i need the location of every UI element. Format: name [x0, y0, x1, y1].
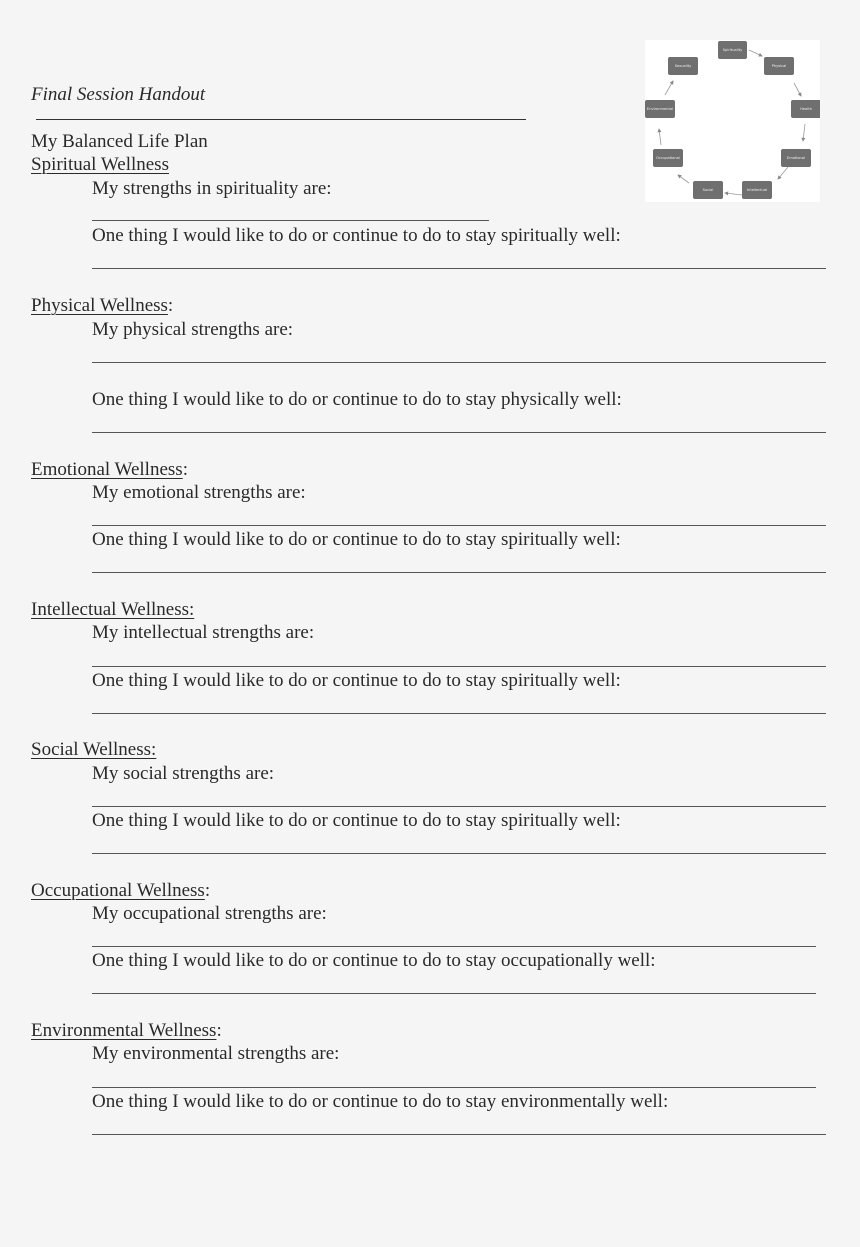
diagram-label: Sexuality: [674, 64, 692, 68]
diagram-label: Social: [702, 188, 714, 192]
diagram-label: Occupational: [656, 156, 680, 160]
goal-answer-line-spiritual[interactable]: [92, 268, 826, 269]
strengths-prompt-physical: My physical strengths are:: [92, 319, 294, 340]
wellness-wheel-diagram: [645, 40, 820, 202]
goal-answer-line-occupational[interactable]: [92, 993, 816, 994]
strengths-prompt-environmental: My environmental strengths are:: [92, 1043, 340, 1064]
goal-prompt-physical: One thing I would like to do or continue to do to stay physically well:: [92, 389, 622, 410]
diagram-label: Physical: [771, 64, 787, 68]
section-heading-physical: Physical Wellness:: [31, 295, 174, 316]
strengths-answer-line-social[interactable]: [92, 806, 826, 807]
strengths-answer-line-intellectual[interactable]: [92, 666, 826, 667]
diagram-label: Spirituality: [722, 48, 743, 52]
section-heading-environmental: Environmental Wellness:: [31, 1020, 222, 1041]
strengths-prompt-emotional: My emotional strengths are:: [92, 482, 306, 503]
goal-answer-line-physical[interactable]: [92, 432, 826, 433]
goal-answer-line-social[interactable]: [92, 853, 826, 854]
strengths-prompt-intellectual: My intellectual strengths are:: [92, 622, 315, 643]
goal-answer-line-environmental[interactable]: [92, 1134, 826, 1135]
goal-answer-line-intellectual[interactable]: [92, 713, 826, 714]
plan-title: My Balanced Life Plan: [31, 131, 208, 152]
diagram-label: Environmental: [646, 107, 674, 111]
goal-prompt-environmental: One thing I would like to do or continue to do to stay environmentally well:: [92, 1091, 669, 1112]
diagram-label: Intellectual: [746, 188, 768, 192]
goal-prompt-occupational: One thing I would like to do or continue to do to stay occupationally well:: [92, 950, 656, 971]
diagram-label: Emotional: [786, 156, 806, 160]
title-divider: [36, 119, 526, 120]
section-heading-occupational: Occupational Wellness:: [31, 880, 211, 901]
goal-answer-line-emotional[interactable]: [92, 572, 826, 573]
section-heading-spiritual: Spiritual Wellness: [31, 154, 169, 175]
section-heading-social: Social Wellness:: [31, 739, 157, 760]
goal-prompt-social: One thing I would like to do or continue to do to stay spiritually well:: [92, 810, 621, 831]
goal-prompt-spiritual: One thing I would like to do or continue to do to stay spiritually well:: [92, 225, 621, 246]
section-heading-emotional: Emotional Wellness:: [31, 459, 188, 480]
strengths-prompt-occupational: My occupational strengths are:: [92, 903, 327, 924]
section-heading-intellectual: Intellectual Wellness:: [31, 599, 195, 620]
strengths-answer-line-emotional[interactable]: [92, 525, 826, 526]
goal-prompt-emotional: One thing I would like to do or continue to do to stay spiritually well:: [92, 529, 621, 550]
diagram-label: Health: [800, 107, 812, 111]
goal-prompt-intellectual: One thing I would like to do or continue to do to stay spiritually well:: [92, 670, 621, 691]
strengths-prompt-social: My social strengths are:: [92, 763, 275, 784]
strengths-answer-line-spiritual[interactable]: [92, 220, 489, 221]
handout-title: Final Session Handout: [31, 84, 206, 105]
strengths-answer-line-occupational[interactable]: [92, 946, 816, 947]
strengths-prompt-spiritual: My strengths in spirituality are:: [92, 178, 332, 199]
strengths-answer-line-physical[interactable]: [92, 362, 826, 363]
strengths-answer-line-environmental[interactable]: [92, 1087, 816, 1088]
